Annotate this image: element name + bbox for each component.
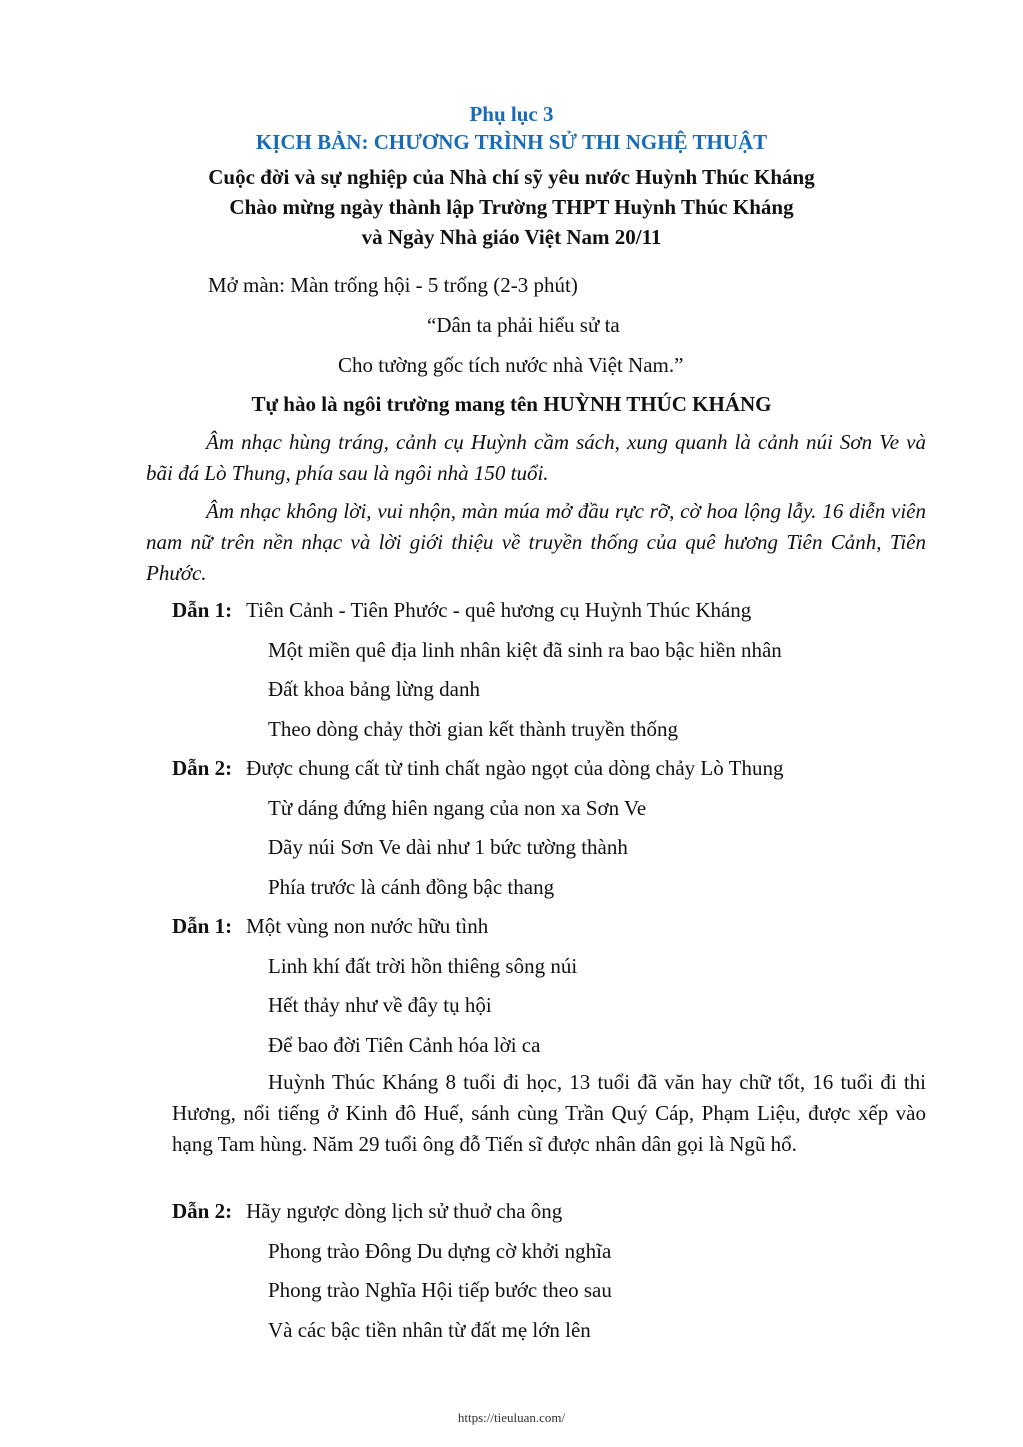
narration-line: Phong trào Đông Du dựng cờ khởi nghĩa [268,1239,612,1263]
section-title: Tự hào là ngôi trường mang tên HUỲNH THÚC KHÁNG [251,392,772,416]
narrator-block-4-first [172,1198,562,1224]
biography-paragraph: Huỳnh Thúc Kháng 8 tuổi đi học, 13 tuổi đã văn hay chữ tốt, 16 tuổi đi thi Hương, nổi tiếng ở Kinh đô Huế, sánh cùng Trần Quý Cáp, Phạm Liệu, được xếp vào hạng Tam hùng. Năm 29 tuổi ông đỗ Tiến sĩ được nhân dân gọi là Ngũ hổ. [172,1070,926,1156]
subtitle-1: Cuộc đời và sự nghiệp của Nhà chí sỹ yêu nước Huỳnh Thúc Kháng [208,165,815,189]
script-title: KỊCH BẢN: CHƯƠNG TRÌNH SỬ THI NGHỆ THUẬT [255,130,768,154]
footer-url: https://tieuluan.com/ [457,1410,566,1425]
appendix-heading: Phụ lục 3 [469,102,554,126]
stage-direction-1: Âm nhạc hùng tráng, cảnh cụ Huỳnh cầm sách, xung quanh là cảnh núi Sơn Ve và bãi đá Lò Thung, phía sau là ngôi nhà 150 tuổi. [146,430,926,485]
narrator-block-3-first [172,913,488,939]
narration-line: Và các bậc tiền nhân từ đất mẹ lớn lên [268,1318,591,1342]
narration-line: Một miền quê địa linh nhân kiệt đã sinh ra bao bậc hiền nhân [268,638,782,662]
narration-line: Dãy núi Sơn Ve dài như 1 bức tường thành [268,835,628,859]
subtitle-3: và Ngày Nhà giáo Việt Nam 20/11 [361,225,662,249]
narration-text: Hãy ngược dòng lịch sử thuở cha ông [246,1199,563,1223]
opening-line: Mở màn: Màn trống hội - 5 trống (2-3 phút) [208,273,578,297]
narration-line: Đất khoa bảng lừng danh [268,677,480,701]
narrator-label: Dẫn 1: [172,914,233,938]
narration-line: Từ dáng đứng hiên ngang của non xa Sơn Ve [268,796,647,820]
narration-text: Được chung cất từ tinh chất ngào ngọt của dòng chảy Lò Thung [246,756,784,780]
stage-direction-2: Âm nhạc không lời, vui nhộn, màn múa mở đầu rực rỡ, cờ hoa lộng lẫy. 16 diễn viên nam nữ trên nền nhạc và lời giới thiệu về truyền thống của quê hương Tiên Cảnh, Tiên Phước. [146,499,926,585]
narration-line: Để bao đời Tiên Cảnh hóa lời ca [268,1033,541,1057]
narration-line: Phía trước là cánh đồng bậc thang [268,875,555,899]
narrator-label: Dẫn 2: [172,756,233,780]
narration-line: Phong trào Nghĩa Hội tiếp bước theo sau [268,1278,612,1302]
narrator-label: Dẫn 1: [172,598,233,622]
narration-text: Một vùng non nước hữu tình [246,914,489,938]
quote-line-2: Cho tường gốc tích nước nhà Việt Nam.” [338,353,684,377]
narration-line: Theo dòng chảy thời gian kết thành truyền thống [268,717,679,741]
quote-line-1: “Dân ta phải hiểu sử ta [427,313,620,337]
narrator-block-1-first [172,597,751,623]
narration-line: Linh khí đất trời hồn thiêng sông núi [268,954,578,978]
narrator-label: Dẫn 2: [172,1199,233,1223]
subtitle-2: Chào mừng ngày thành lập Trường THPT Huỳnh Thúc Kháng [229,195,794,219]
narration-text: Tiên Cảnh - Tiên Phước - quê hương cụ Huỳnh Thúc Kháng [246,598,752,622]
narrator-block-2-first [172,755,783,781]
narration-line: Hết thảy như về đây tụ hội [268,993,492,1017]
